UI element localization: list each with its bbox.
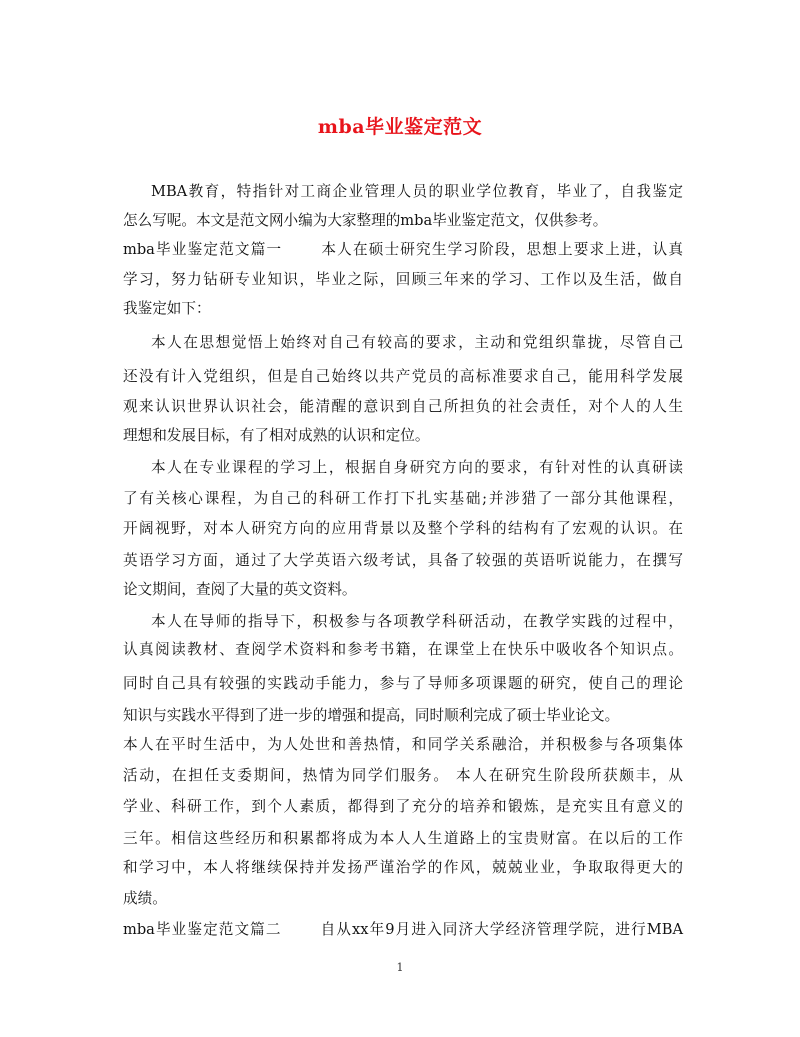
section-heading: mba毕业鉴定范文篇二: [123, 921, 282, 938]
paragraph-line: 活动，在担任支委期间，热情为同学们服务。 本人在研究生阶段所获颇丰，从: [123, 767, 683, 784]
paragraph-line: 知识与实践水平得到了进一步的增强和提高，同时顺利完成了硕士毕业论文。: [123, 707, 620, 724]
paragraph-line: 成绩。: [123, 890, 167, 907]
paragraph-text: 自从xx年9月进入同济大学经济管理学院，进行MBA: [319, 921, 683, 938]
paragraph-line: 和学习中，本人将继续保持并发扬严谨治学的作风，兢兢业业，争取取得更大的: [123, 859, 683, 876]
paragraph-line: 学业、科研工作，到个人素质，都得到了充分的培养和锻炼，是充实且有意义的: [123, 798, 683, 815]
section-heading: mba毕业鉴定范文篇一: [123, 241, 283, 258]
paragraph-line: 理想和发展目标，有了相对成熟的认识和定位。: [123, 427, 430, 444]
section-heading-line: [123, 920, 683, 940]
paragraph-line: 本人在思想觉悟上始终对自己有较高的要求，主动和党组织靠拢，尽管自己: [151, 334, 683, 351]
section-heading-line: [123, 240, 683, 260]
paragraph-line: 开阔视野，对本人研究方向的应用背景以及整个学科的结构有了宏观的认识。在: [123, 520, 683, 537]
paragraph-line: 认真阅读教材、查阅学术资料和参考书籍，在课堂上在快乐中吸收各个知识点。: [123, 641, 683, 658]
paragraph-line: 三年。相信这些经历和积累都将成为本人人生道路上的宝贵财富。在以后的工作: [123, 830, 683, 847]
paragraph-line: 本人在平时生活中，为人处世和善热情，和同学关系融洽，并积极参与各项集体: [123, 736, 683, 753]
document-title: mba毕业鉴定范文: [317, 116, 483, 138]
paragraph-line: MBA教育，特指针对工商企业管理人员的职业学位教育，毕业了，自我鉴定: [151, 183, 683, 200]
paragraph-text: 本人在硕士研究生学习阶段，思想上要求上进，认真: [320, 241, 683, 258]
paragraph-line: 同时自己具有较强的实践动手能力，参与了导师多项课题的研究，使自己的理论: [123, 675, 683, 692]
paragraph-line: 怎么写呢。本文是范文网小编为大家整理的mba毕业鉴定范文，仅供参考。: [123, 212, 608, 229]
page-number: 1: [396, 961, 404, 974]
paragraph-line: 论文期间，查阅了大量的英文资料。: [123, 581, 357, 598]
paragraph-line: 英语学习方面，通过了大学英语六级考试，具备了较强的英语听说能力，在撰写: [123, 552, 683, 569]
paragraph-line: 学习，努力钻研专业知识，毕业之际，回顾三年来的学习、工作以及生活，做自: [123, 271, 683, 288]
paragraph-line: 本人在导师的指导下，积极参与各项教学科研活动，在教学实践的过程中，: [151, 613, 683, 630]
paragraph-line: 还没有计入党组织，但是自己始终以共产党员的高标准要求自己，能用科学发展: [123, 368, 683, 385]
paragraph-line: 我鉴定如下：: [123, 300, 211, 317]
paragraph-line: 观来认识世界认识社会，能清醒的意识到自己所担负的社会责任，对个人的人生: [123, 398, 683, 415]
paragraph-line: 了有关核心课程，为自己的科研工作打下扎实基础;并涉猎了一部分其他课程，: [123, 490, 683, 507]
paragraph-line: 本人在专业课程的学习上，根据自身研究方向的要求，有针对性的认真研读: [151, 459, 683, 476]
